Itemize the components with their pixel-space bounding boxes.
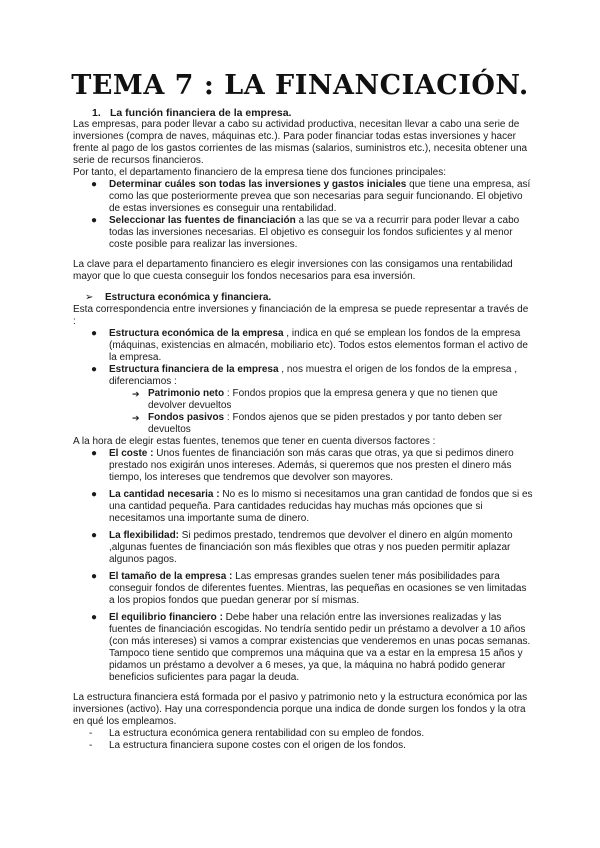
conclusion-paragraph: La estructura financiera está formada por el pasivo y patrimonio neto y la estructura económica por las inversiones (activo). Hay una correspondencia porque una indica de donde surgen los fondos y la otra en qué los empleamos.: [73, 692, 528, 727]
structure-list: [91, 328, 533, 436]
structure-intro: Esta correspondencia entre inversiones y financiación de la empresa se puede representar a través de :: [73, 304, 529, 327]
list-item: ● El equilibrio financiero : Debe haber una relación entre las inversiones realizadas y las fuentes de financiación escogidas. No tendría sentido pedir un préstamo a devolver a 10 años (con más intereses) si vamos a comprar existencias que venderemos en unas pocas semanas. Tampoco tiene sentido que compremos una máquina que va a estar en la empresa 15 años y pidamos un préstamo a devolver a 6 meses, ya que, la máquina no habrá podido generar beneficios suficientes para pagar la deuda.: [91, 612, 531, 683]
list-item: ➔ Fondos pasivos : Fondos ajenos que se piden prestados y por tanto deben ser devueltos: [132, 412, 503, 435]
bullet-icon: ●: [91, 530, 98, 541]
bullet-icon: ●: [91, 364, 98, 375]
document-body: [73, 107, 533, 752]
factors-intro: A la hora de elegir estas fuentes, tenemos que tener en cuenta diversos factores :: [73, 436, 436, 447]
bullet-icon: ●: [91, 179, 98, 190]
list-item: ● La cantidad necesaria : No es lo mismo si necesitamos una gran cantidad de fondos que si es una cantidad pequeña. Para cantidades reducidas hay muchas más opciones que si necesitamos una importante suma de dinero.: [91, 489, 533, 524]
functions-intro: Por tanto, el departamento financiero de la empresa tiene dos funciones principales:: [73, 167, 447, 178]
arrow-right-icon: ➔: [132, 389, 140, 399]
list-item: ● Estructura financiera de la empresa , nos muestra el origen de los fondos de la empresa , diferenciamos : ➔ Patrimonio neto : Fondos propios que la empresa genera y que no tienen que devolver devueltos ➔ Fondos pasivos : Fondos ajenos que se piden prestados y por tanto deben ser devueltos: [91, 364, 533, 436]
section-title: La función financiera de la empresa.: [110, 107, 292, 119]
functions-list: [91, 179, 533, 251]
structure-sublist: [132, 388, 533, 436]
intro-paragraph: Las empresas, para poder llevar a cabo su actividad productiva, necesitan llevar a cabo una serie de inversiones (compra de naves, máquinas etc.). Para poder financiar todas estas inversiones y hacer frente al pago de los gastos corrientes de las mismas (salarios, suministros etc.), necesita obtener una serie de recursos financieros.: [73, 119, 528, 166]
list-item: ● La flexibilidad: Si pedimos prestado, tendremos que devolver el dinero en algún momento ,algunas fuentes de financiación son más flexibles que otras y nos pueden permitir aplazar algunos pagos.: [91, 530, 513, 565]
bullet-icon: ●: [91, 612, 98, 623]
list-item: ➔ Patrimonio neto : Fondos propios que la empresa genera y que no tienen que devolver devueltos: [132, 388, 498, 411]
factors-list: [91, 448, 533, 684]
dash-icon: -: [89, 740, 93, 751]
subsection-title: Estructura económica y financiera.: [105, 292, 272, 303]
list-item: - La estructura económica genera rentabilidad con su empleo de fondos.: [89, 728, 425, 739]
bullet-icon: ●: [91, 448, 98, 459]
list-item: - La estructura financiera supone costes con el origen de los fondos.: [89, 740, 406, 751]
list-item: ● El coste : Unos fuentes de financiación son más caras que otras, ya que si pedimos dinero prestado nos exigirán unos intereses. Además, si queremos que nos presten el dinero más tiempo, los intereses que tendremos que devolver son mayores.: [91, 448, 514, 483]
bullet-icon: ●: [91, 328, 98, 339]
key-paragraph: La clave para el departamento financiero es elegir inversiones con las consigamos una rentabilidad mayor que lo que cuesta conseguir los fondos necesarios para esa inversión.: [73, 259, 513, 282]
arrowhead-icon: ➢: [85, 292, 94, 303]
section-number: 1.: [92, 107, 101, 119]
bullet-icon: ●: [91, 489, 98, 500]
conclusion-list: [89, 728, 533, 752]
arrow-right-icon: ➔: [132, 413, 140, 423]
bullet-icon: ●: [91, 571, 98, 582]
list-item: ● Seleccionar las fuentes de financiación a las que se va a recurrir para poder llevar a cabo todas las inversiones necesarias. El objetivo es conseguir los fondos suficientes y al menor coste posible para realizar las inversiones.: [91, 215, 520, 250]
page-title: TEMA 7 : LA FINANCIACIÓN.: [71, 70, 529, 101]
bullet-icon: ●: [91, 215, 98, 226]
list-item: ● El tamaño de la empresa : Las empresas grandes suelen tener más posibilidades para conseguir fondos de diferentes fuentes. Mientras, las pequeñas en ocasiones se ven limitadas a los propios fondos que puedan generar por sí mismas.: [91, 571, 527, 606]
section-heading: [92, 107, 533, 119]
dash-icon: -: [89, 728, 93, 739]
subsection-heading: [85, 292, 533, 304]
list-item: ● Determinar cuáles son todas las inversiones y gastos iniciales que tiene una empresa, así como las que posteriormente prevea que son necesarias para seguir funcionando. El objetivo de estas inversiones es conseguir una rentabilidad.: [91, 179, 531, 214]
list-item: ● Estructura económica de la empresa , indica en qué se emplean los fondos de la empresa (máquinas, existencias en almacén, mobiliario etc). Todos estos elementos forman el activo de la empresa.: [91, 328, 528, 363]
